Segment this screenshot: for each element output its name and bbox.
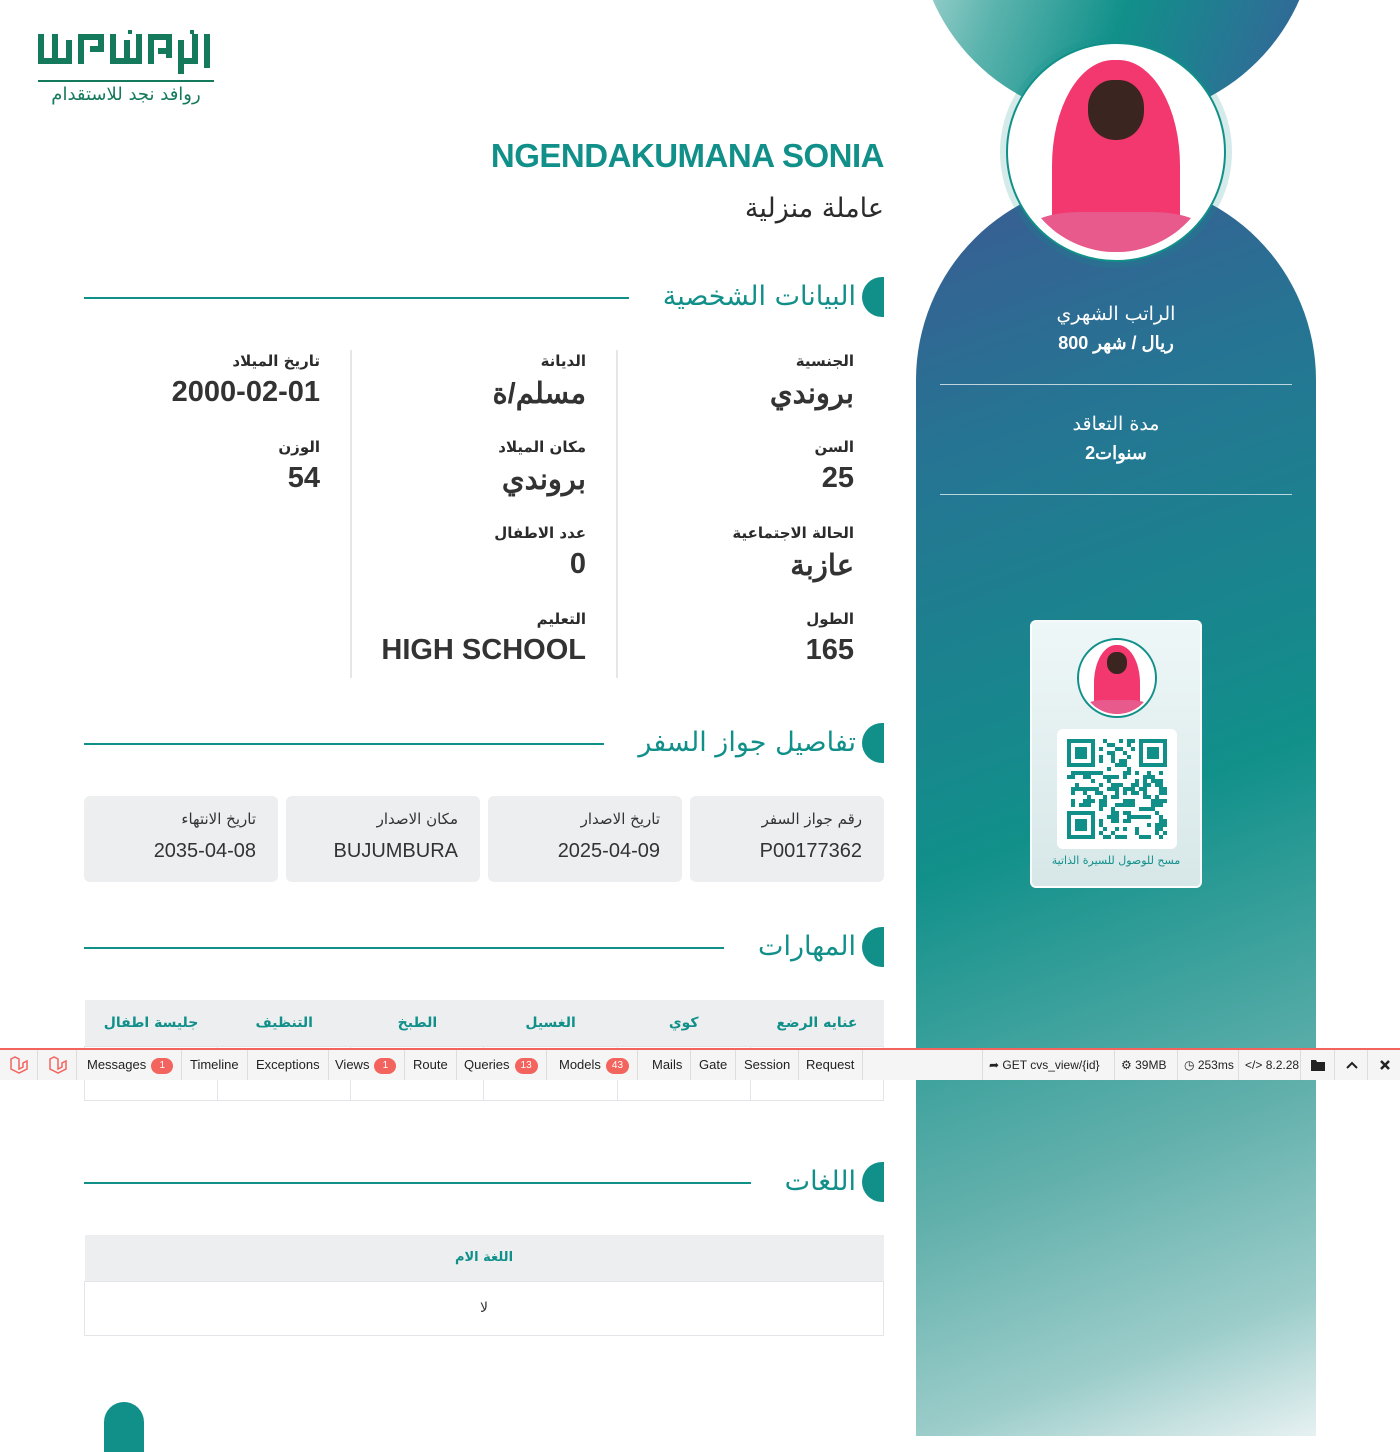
field-label: الجنسية [795,352,854,370]
section-divider [84,1182,844,1184]
qr-caption: مسح للوصول للسيرة الذاتية [1051,854,1181,867]
debug-tab-label: Timeline [190,1057,239,1072]
languages-value-row [85,1281,884,1335]
card-label: مكان الاصدار [376,810,458,828]
debug-tab-badge: 13 [515,1058,538,1074]
field-value: HIGH SCHOOL [381,634,586,666]
field-label: الوزن [278,438,320,456]
debug-tab-label: Route [413,1057,448,1072]
laravel-icon[interactable] [0,1050,38,1080]
debug-tab-models[interactable] [551,1050,638,1080]
debug-tab-label: Queries [464,1057,510,1072]
footer-tab-marker [104,1402,144,1452]
debug-tab-views[interactable] [327,1050,405,1080]
chevron-up-icon[interactable] [1334,1050,1368,1080]
version-text: 8.2.28 [1265,1058,1300,1072]
section-passport-header [84,721,884,765]
logo-tagline: روافد نجد للاستقدام [38,80,214,105]
debug-tab-label: Messages [87,1057,147,1072]
debug-tab-gate[interactable] [691,1050,736,1080]
field-value: بروندي [769,378,854,410]
sidebar [916,0,1316,1436]
debug-tab-mails[interactable] [644,1050,691,1080]
memory-text: 39MB [1135,1058,1167,1072]
field-label: مكان الميلاد [498,438,586,456]
card-label: تاريخ الاصدار [580,810,660,828]
contract-block [940,413,1292,495]
section-title: البيانات الشخصية [629,275,856,319]
skill-header: كوي [617,1000,750,1046]
personal-column [86,350,352,678]
skill-header: التنظيف [218,1000,351,1046]
qr-card-photo [1077,638,1157,718]
version-info [1238,1050,1305,1080]
candidate-name: NGENDAKUMANA SONIA [490,137,884,174]
route-info [982,1050,1106,1080]
job-title: عاملة منزلية [744,193,884,224]
debug-tab-messages[interactable] [79,1050,182,1080]
field-value: 0 [569,548,586,580]
debug-tab-label: Mails [652,1057,683,1072]
languages-table [84,1235,884,1336]
personal-field [350,438,586,497]
personal-field [350,524,586,581]
section-title: اللغات [751,1160,856,1204]
personal-field [618,352,854,411]
skill-header: جليسة اطفال [85,1000,218,1046]
field-label: التعليم [536,610,586,628]
section-personal-header [84,275,884,319]
skill-header: الطبخ [351,1000,484,1046]
debug-tab-session[interactable] [736,1050,799,1080]
personal-field [618,610,854,667]
section-tab-marker [862,723,884,763]
field-label: الديانة [540,352,586,370]
field-value: 25 [821,462,854,494]
debug-tab-label: Gate [699,1057,728,1072]
debug-tab-label: Views [335,1057,370,1072]
field-value: مسلم/ة [492,378,586,410]
skill-header: عنايه الرضع [750,1000,883,1046]
photo-image [1016,52,1216,252]
card-label: رقم جواز السفر [761,810,862,828]
personal-column [352,350,618,678]
personal-field [618,524,854,583]
route-text: GET cvs_view/{id} [1002,1058,1100,1072]
debug-tab-route[interactable] [405,1050,457,1080]
candidate-photo [1006,42,1226,262]
personal-field [350,610,586,667]
close-icon[interactable] [1367,1050,1400,1080]
section-languages-header [84,1160,884,1204]
language-header: اللغة الام [85,1235,884,1281]
personal-field [618,438,854,495]
section-tab-marker [862,927,884,967]
personal-info-grid [84,350,884,678]
personal-field [84,352,320,409]
field-value: عازبة [790,550,854,582]
skills-header-row [85,1000,884,1046]
debug-bar [0,1048,1400,1080]
salary-block [940,303,1292,385]
personal-column [618,350,884,678]
field-label: عدد الاطفال [494,524,586,542]
code-icon: </> [1245,1058,1263,1072]
qr-card[interactable] [1030,620,1202,888]
field-label: الطول [806,610,854,628]
gears-icon: ⚙ [1121,1058,1132,1072]
photo-image [1081,642,1153,714]
language-value: لا [85,1281,884,1335]
card-value: P00177362 [759,840,862,862]
debug-tab-badge: 1 [151,1058,173,1074]
passport-card [286,796,480,882]
personal-field [350,352,586,411]
debug-tab-label: Models [559,1057,601,1072]
section-skills-header [84,925,884,969]
section-tab-marker [862,277,884,317]
contract-label: مدة التعاقد [1072,413,1160,435]
field-label: السن [814,438,854,456]
personal-field [84,438,320,495]
field-value: بروندي [501,464,586,496]
card-label: تاريخ الانتهاء [181,810,256,828]
section-tab-marker [862,1162,884,1202]
share-icon: ➦ [989,1058,1000,1072]
salary-label: الراتب الشهري [1056,303,1176,325]
time-text: 253ms [1197,1058,1234,1072]
field-label: الحالة الاجتماعية [732,524,854,542]
languages-header-row [85,1235,884,1281]
section-title: تفاصيل جواز السفر [604,721,856,765]
folder-open-icon[interactable] [1300,1050,1334,1080]
qr-code-icon[interactable] [1057,729,1177,849]
debug-tab-label: Session [744,1057,791,1072]
section-title: المهارات [724,925,856,969]
passport-card [488,796,682,882]
skill-header: الغسيل [484,1000,617,1046]
contract-value: 2سنوات [1085,443,1147,463]
card-value: 2035-04-08 [153,840,256,862]
clock-icon: ◷ [1184,1058,1195,1072]
company-logo [38,30,218,104]
field-value: 2000-02-01 [171,376,320,408]
passport-card [690,796,884,882]
card-value: BUJUMBURA [333,840,458,862]
debug-tab-request[interactable] [798,1050,863,1080]
passport-cards [84,796,884,882]
field-value: 165 [805,634,854,666]
laravel-icon[interactable] [39,1050,77,1080]
time-info [1177,1050,1240,1080]
debug-tab-queries[interactable] [456,1050,547,1080]
debug-tab-label: Request [806,1057,855,1072]
debug-tab-badge: 1 [374,1058,396,1074]
debug-tab-exceptions[interactable] [248,1050,329,1080]
passport-card [84,796,278,882]
field-label: تاريخ الميلاد [232,352,320,370]
salary-value: 800 ريال / شهر [1058,333,1174,353]
debug-tab-label: Exceptions [256,1057,320,1072]
card-value: 2025-04-09 [557,840,660,862]
logo-wordmark-icon [38,30,214,74]
debug-tab-timeline[interactable] [182,1050,248,1080]
debug-tab-badge: 43 [606,1058,629,1074]
memory-info [1114,1050,1172,1080]
field-value: 54 [287,462,320,494]
